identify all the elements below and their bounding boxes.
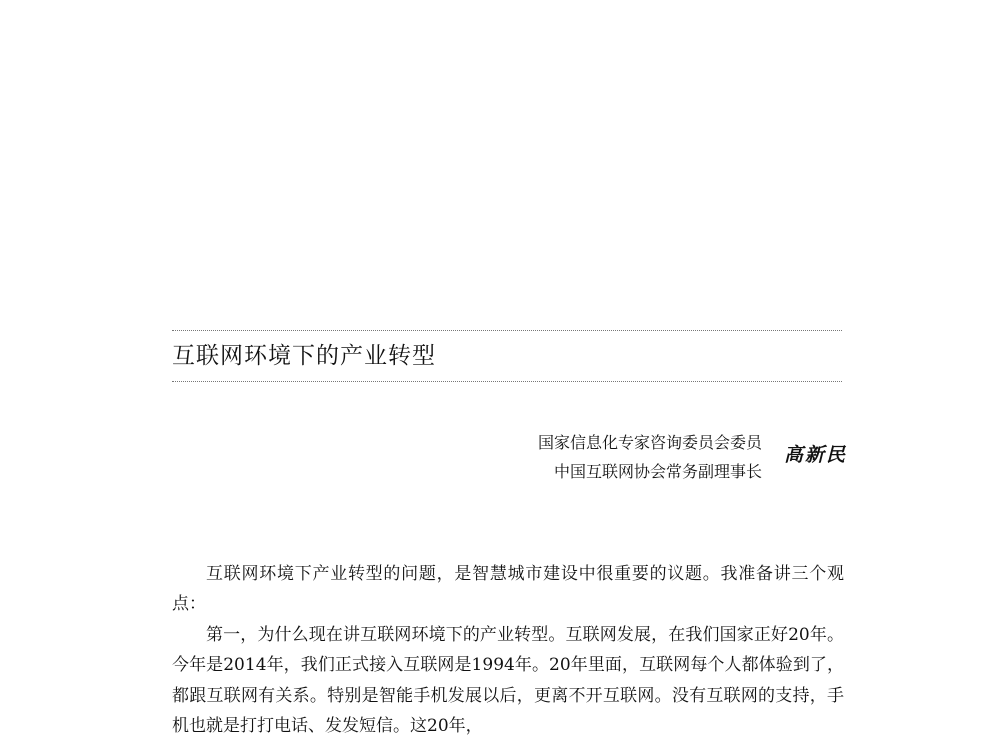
affiliation-line-1: 国家信息化专家咨询委员会委员 [537,433,762,452]
author-name: 高新民 [784,444,848,466]
body-paragraph-1: 互联网环境下产业转型的问题，是智慧城市建设中很重要的议题。我准备讲三个观点： [172,564,844,615]
title-top-rule [172,330,842,331]
article-title: 互联网环境下的产业转型 [172,343,436,369]
author-affiliation [538,428,762,486]
article-body [172,559,844,741]
body-paragraph-2: 第一，为什么现在讲互联网环境下的产业转型。互联网发展，在我们国家正好20年。今年是2014年，我们正式接入互联网是1994年。20年里面，互联网每个人都体验到了，都跟互联网有关系。特别是智能手机发展以后，更离不开互联网。没有互联网的支持，手机也就是打打电话、发发短信。这20年， [172,624,844,737]
affiliation-line-2: 中国互联网协会常务副理事长 [553,462,762,481]
title-bottom-rule [172,381,842,382]
